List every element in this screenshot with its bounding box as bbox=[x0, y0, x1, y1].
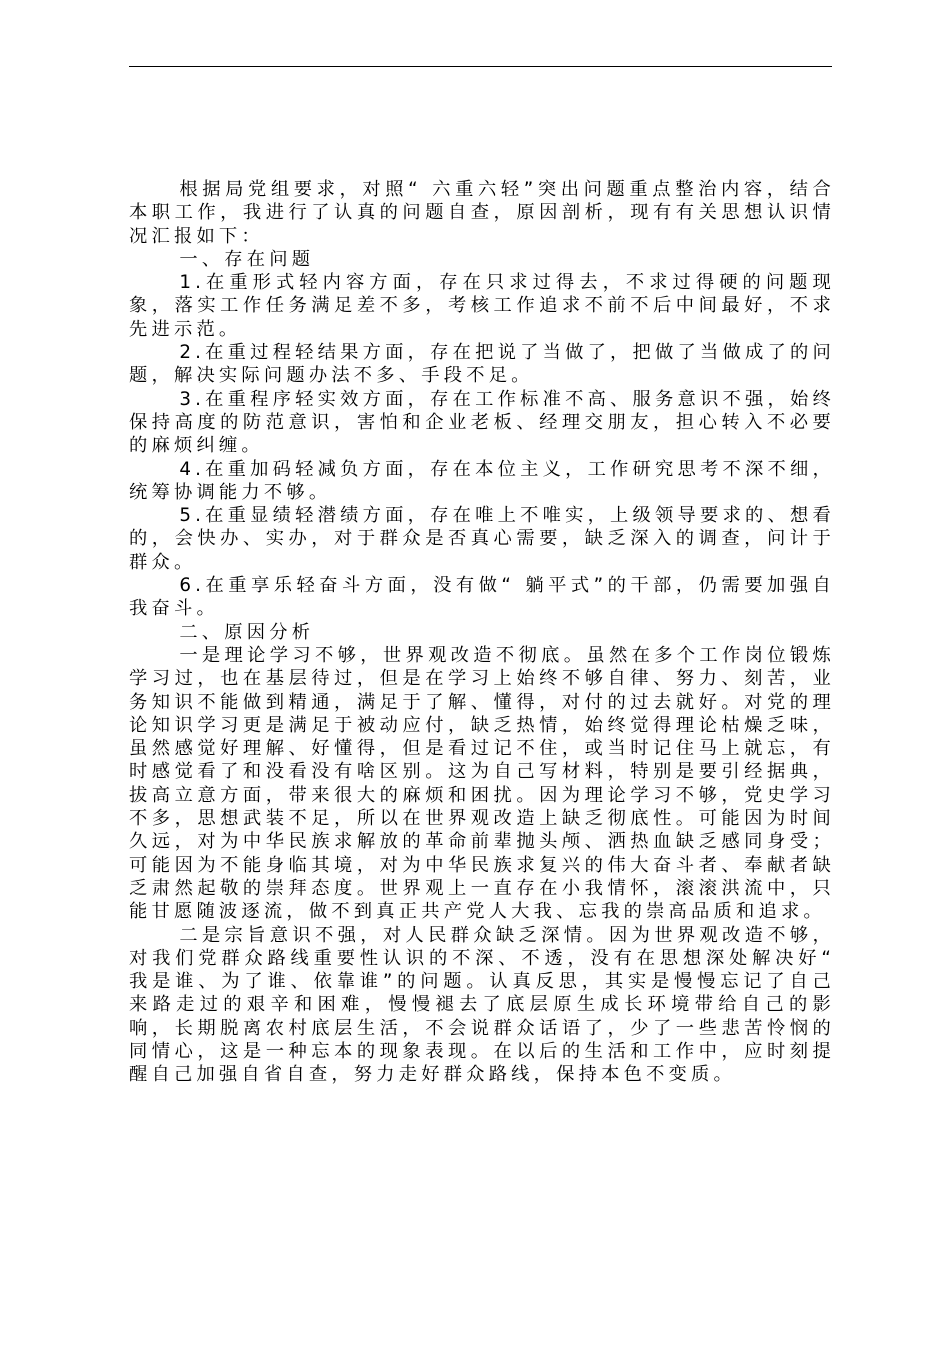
problem-item-5: 5.在重显绩轻潜绩方面，存在唯上不唯实，上级领导要求的、想看的，会快办、实办，对于群众是否真心需要，缺乏深入的调查，问计于群众。 bbox=[129, 505, 835, 573]
intro-paragraph: 根据局党组要求，对照“ 六重六轻”突出问题重点整治内容，结合本职工作，我进行了认真的问题自查，原因剖析，现有有关思想认识情况汇报如下： bbox=[129, 179, 835, 247]
section-heading-causes: 二、原因分析 bbox=[179, 621, 315, 643]
document-body bbox=[129, 178, 835, 1087]
cause-paragraph-1: 一是理论学习不够，世界观改造不彻底。虽然在多个工作岗位锻炼学习过，也在基层待过，但是在学习上始终不够自律、努力、刻苦，业务知识不能做到精通，满足于了解、懂得，对付的过去就好。对党的理论知识学习更是满足于被动应付，缺乏热情，始终觉得理论枯燥乏味，虽然感觉好理解、好懂得，但是看过记不住，或当时记住马上就忘，有时感觉看了和没看没有啥区别。这为自己写材料，特别是要引经据典，拔高立意方面，带来很大的麻烦和困扰。因为理论学习不够，党史学习不多，思想武装不足，所以在世界观改造上缺乏彻底性。可能因为时间久远，对为中华民族求解放的革命前辈抛头颅、洒热血缺乏感同身受；可能因为不能身临其境，对为中华民族求复兴的伟大奋斗者、奉献者缺乏肃然起敬的崇拜态度。世界观上一直存在小我情怀，滚滚洪流中，只能甘愿随波逐流，做不到真正共产党人大我、忘我的崇高品质和追求。 bbox=[129, 644, 835, 923]
header-rule bbox=[129, 66, 832, 67]
section-heading-problems: 一、存在问题 bbox=[179, 248, 315, 270]
problem-item-6: 6.在重享乐轻奋斗方面，没有做“ 躺平式”的干部，仍需要加强自我奋斗。 bbox=[129, 575, 835, 620]
cause-paragraph-2: 二是宗旨意识不强，对人民群众缺乏深情。因为世界观改造不够，对我们党群众路线重要性认识的不深、不透，没有在思想深处解决好“ 我是谁、为了谁、依靠谁”的问题。认真反思，其实是慢慢忘记了自己来路走过的艰辛和困难，慢慢褪去了底层原生成长环境带给自己的影响，长期脱离农村底层生活，不会说群众话语了，少了一些悲苦怜悯的同情心，这是一种忘本的现象表现。在以后的生活和工作中，应时刻提醒自己加强自省自查，努力走好群众路线，保持本色不变质。 bbox=[129, 924, 835, 1086]
problem-item-3: 3.在重程序轻实效方面，存在工作标准不高、服务意识不强，始终保持高度的防范意识，害怕和企业老板、经理交朋友，担心转入不必要的麻烦纠缠。 bbox=[129, 388, 835, 457]
problem-item-4: 4.在重加码轻减负方面，存在本位主义，工作研究思考不深不细，统筹协调能力不够。 bbox=[129, 458, 835, 503]
problem-item-1: 1.在重形式轻内容方面，存在只求过得去，不求过得硬的问题现象，落实工作任务满足差不多，考核工作追求不前不后中间最好，不求先进示范。 bbox=[129, 272, 835, 340]
problem-item-2: 2.在重过程轻结果方面，存在把说了当做了，把做了当做成了的问题，解决实际问题办法不多、手段不足。 bbox=[129, 342, 835, 387]
